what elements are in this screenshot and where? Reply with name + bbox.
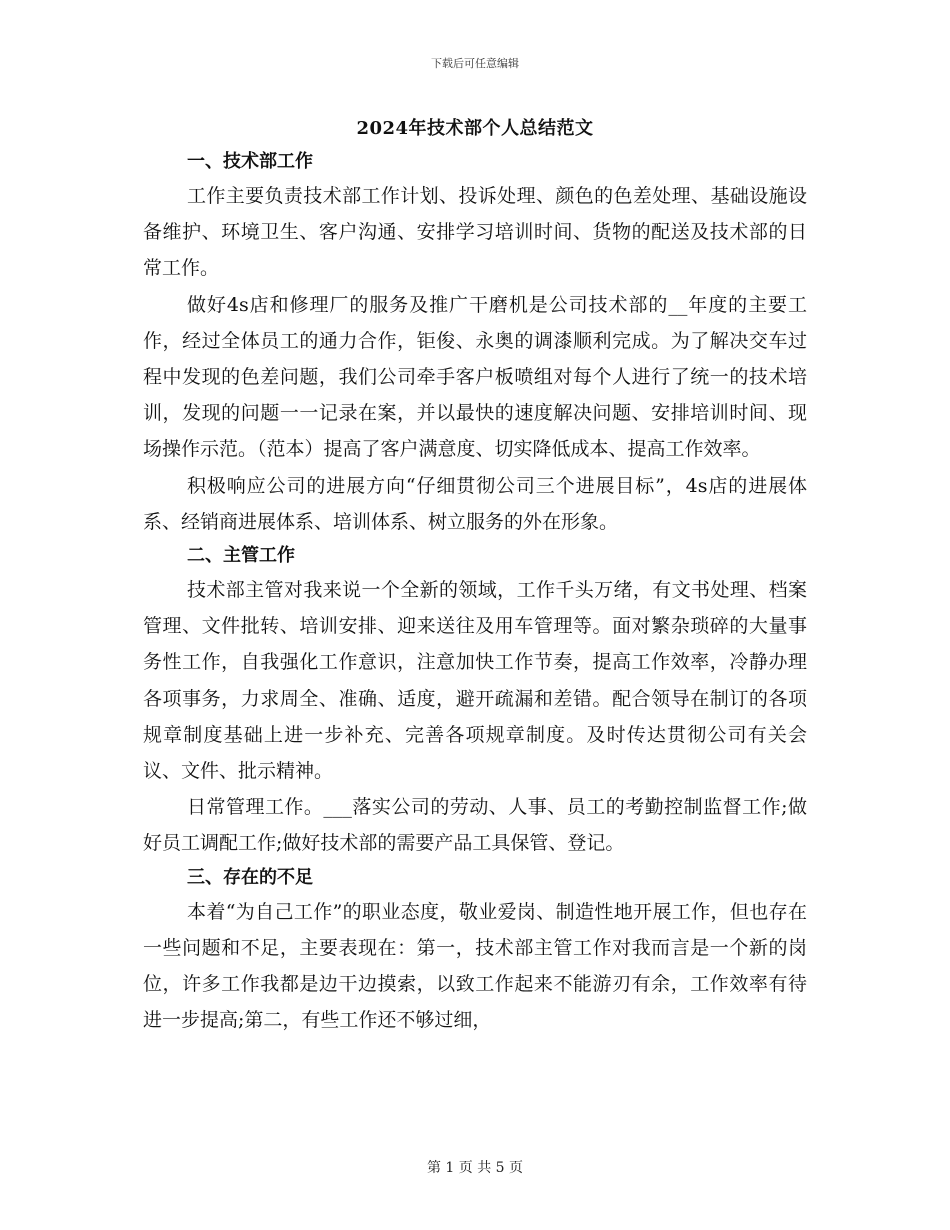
section-supervisor-work	[143, 540, 807, 862]
paragraph: 做好4s店和修理厂的服务及推广干磨机是公司技术部的__年度的主要工作，经过全体员工的通力合作，钜俊、永奥的调漆顺利完成。为了解决交车过程中发现的色差问题，我们公司牵手客户板喷组对每个人进行了统一的技术培训，发现的问题一一记录在案，并以最快的速度解决问题、安排培训时间、现场操作示范。（范本）提高了客户满意度、切实降低成本、提高工作效率。	[143, 293, 807, 461]
paragraph: 技术部主管对我来说一个全新的领域，工作千头万绪，有文书处理、档案管理、文件批转、培训安排、迎来送往及用车管理等。面对繁杂琐碎的大量事务性工作，自我强化工作意识，注意加快工作节奏，提高工作效率，冷静办理各项事务，力求周全、准确、适度，避开疏漏和差错。配合领导在制订的各项规章制度基础上进一步补充、完善各项规章制度。及时传达贯彻公司有关会议、文件、批示精神。	[143, 579, 807, 783]
section-heading: 一、技术部工作	[187, 151, 313, 172]
document-title: 2024年技术部个人总结范文	[356, 118, 594, 139]
section-technical-dept	[143, 146, 807, 540]
paragraph: 日常管理工作。___落实公司的劳动、人事、员工的考勤控制监督工作;做好员工调配工作;做好技术部的需要产品工具保管、登记。	[143, 796, 807, 855]
section-heading: 二、主管工作	[187, 545, 295, 567]
page-number-footer: 第 1 页 共 5 页	[426, 1160, 524, 1176]
paragraph: 本着“为自己工作”的职业态度，敬业爱岗、制造性地开展工作，但也存在一些问题和不足，主要表现在：第一，技术部主管工作对我而言是一个新的岗位，许多工作我都是边干边摸索，以致工作起来不能游刃有余，工作效率有待进一步提高;第二，有些工作还不够过细，	[143, 900, 807, 1032]
section-shortcomings	[143, 862, 807, 1039]
paragraph: 工作主要负责技术部工作计划、投诉处理、颜色的色差处理、基础设施设备维护、环境卫生、客户沟通、安排学习培训时间、货物的配送及技术部的日常工作。	[143, 185, 807, 280]
document-body	[143, 146, 807, 1038]
section-heading: 三、存在的不足	[187, 866, 313, 888]
page-header-note: 下载后可任意编辑	[431, 57, 519, 70]
paragraph: 积极响应公司的进展方向“仔细贯彻公司三个进展目标”，4s店的进展体系、经销商进展体系、培训体系、树立服务的外在形象。	[143, 474, 807, 533]
